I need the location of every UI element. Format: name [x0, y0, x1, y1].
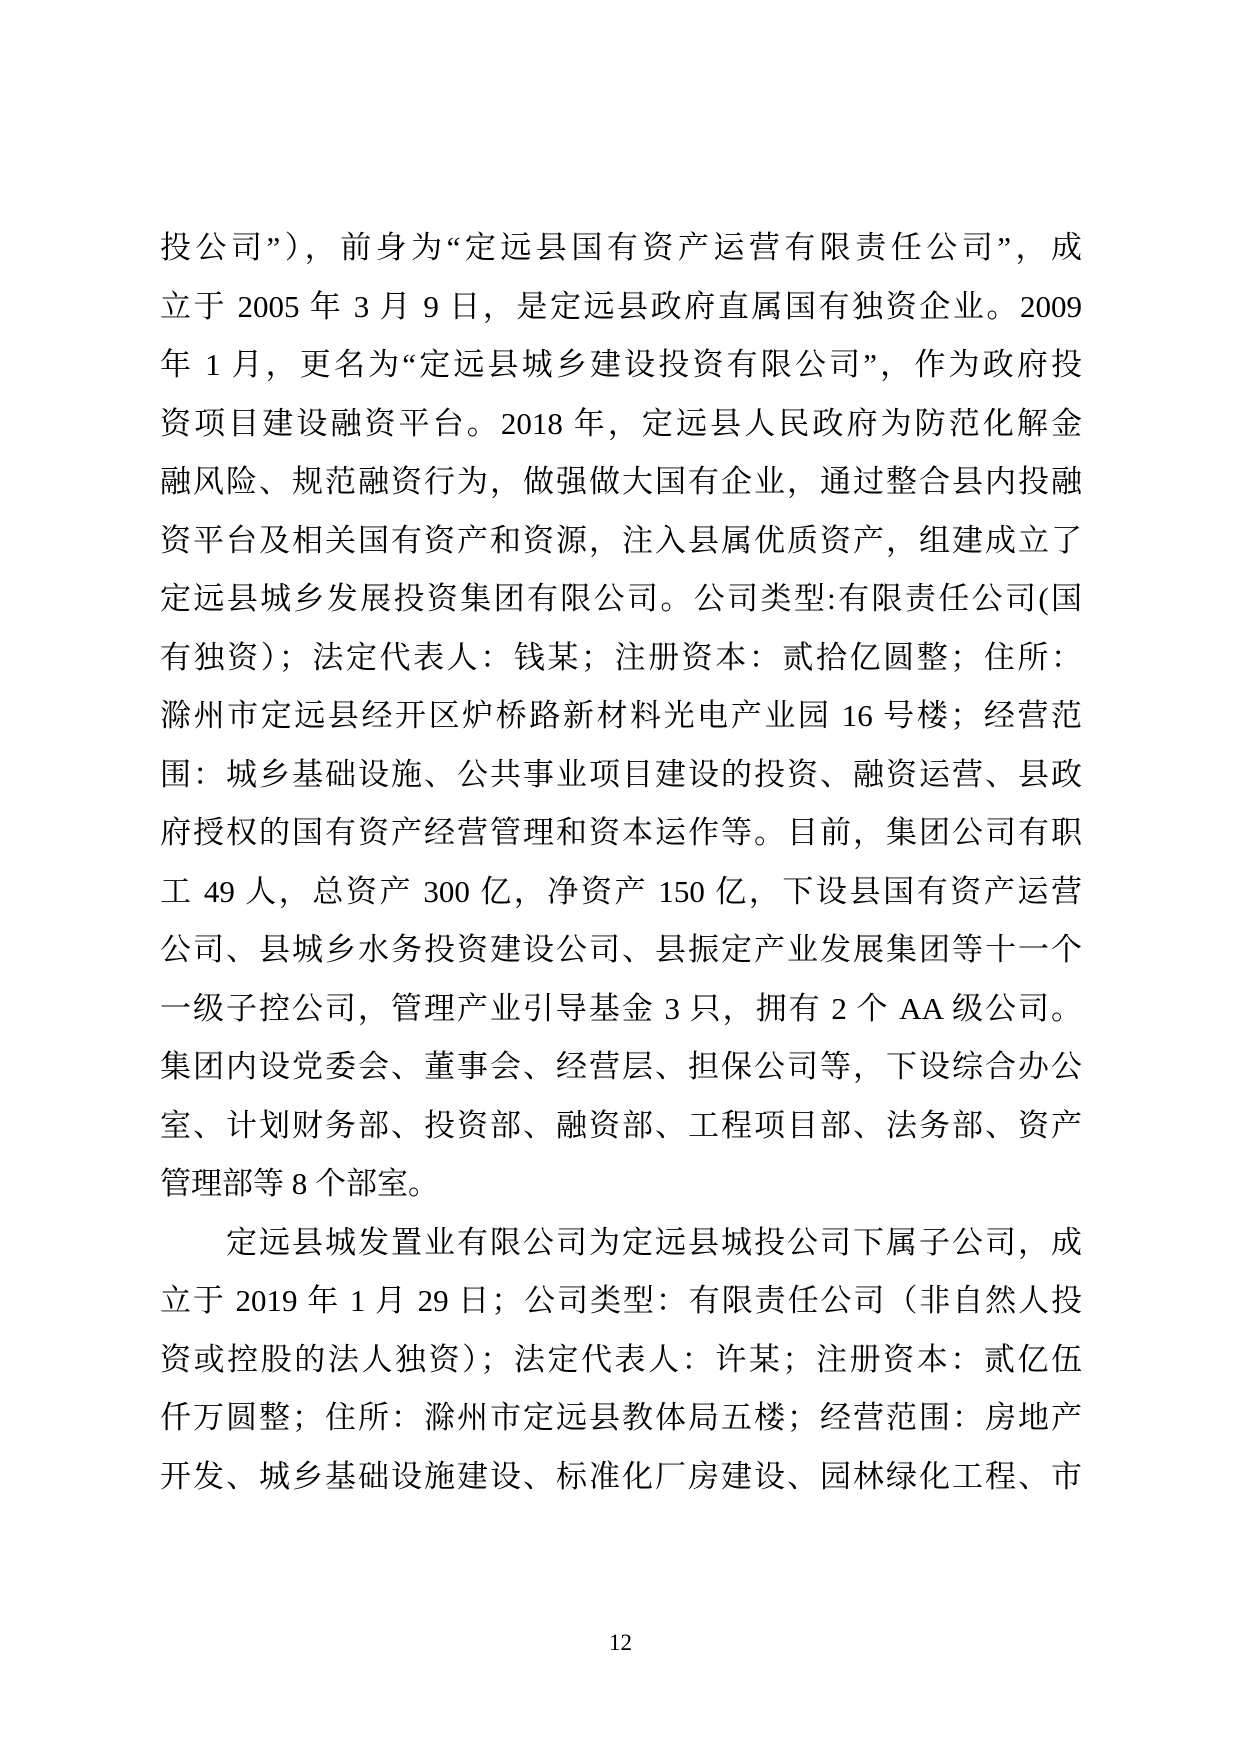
text-line: 工 49 人，总资产 300 亿，净资产 150 亿，下设县国有资产运营 — [160, 873, 1082, 909]
text-line: 年 1 月，更名为“定远县城乡建设投资有限公司”，作为政府投 — [160, 347, 1082, 382]
text-line: 立于 2019 年 1 月 29 日；公司类型：有限责任公司（非自然人投 — [160, 1283, 1082, 1318]
text-line: 资项目建设融资平台。2018 年，定远县人民政府为防范化解金 — [160, 405, 1082, 441]
text-line: 融风险、规范融资行为，做强做大国有企业，通过整合县内投融 — [160, 464, 1082, 499]
text-line: 立于 2005 年 3 月 9 日，是定远县政府直属国有独资企业。2009 — [160, 288, 1082, 324]
text-line: 投公司”），前身为“定远县国有资产运营有限责任公司”，成 — [160, 230, 1082, 265]
text-line: 围：城乡基础设施、公共事业项目建设的投资、融资运营、县政 — [160, 756, 1082, 792]
text-block — [160, 219, 1082, 1506]
text-line: 开发、城乡基础设施建设、标准化厂房建设、园林绿化工程、市 — [160, 1458, 1082, 1494]
text-line: 资或控股的法人独资）；法定代表人：许某；注册资本：贰亿伍 — [160, 1341, 1082, 1377]
text-line: 一级子控公司，管理产业引导基金 3 只，拥有 2 个 AA 级公司。 — [160, 990, 1082, 1026]
text-line: 府授权的国有资产经营管理和资本运作等。目前，集团公司有职 — [160, 815, 1082, 850]
text-line: 室、计划财务部、投资部、融资部、工程项目部、法务部、资产 — [160, 1107, 1082, 1143]
text-line: 定远县城乡发展投资集团有限公司。公司类型:有限责任公司(国 — [160, 581, 1082, 616]
paragraph — [160, 1214, 1082, 1507]
text-line: 管理部等 8 个部室。 — [160, 1166, 439, 1201]
text-line: 仟万圆整；住所：滁州市定远县教体局五楼；经营范围：房地产 — [160, 1400, 1082, 1435]
text-line: 有独资）；法定代表人：钱某；注册资本：贰拾亿圆整；住所： — [160, 639, 1082, 675]
text-line: 滁州市定远县经开区炉桥路新材料光电产业园 16 号楼；经营范 — [160, 698, 1082, 733]
text-line: 资平台及相关国有资产和资源，注入县属优质资产，组建成立了 — [160, 522, 1082, 558]
text-line: 定远县城发置业有限公司为定远县城投公司下属子公司，成 — [226, 1224, 1082, 1260]
paragraph — [160, 219, 1082, 1214]
text-line: 集团内设党委会、董事会、经营层、担保公司等，下设综合办公 — [160, 1049, 1082, 1084]
page-number: 12 — [609, 1630, 632, 1655]
text-line: 公司、县城乡水务投资建设公司、县振定产业发展集团等十一个 — [160, 932, 1082, 967]
